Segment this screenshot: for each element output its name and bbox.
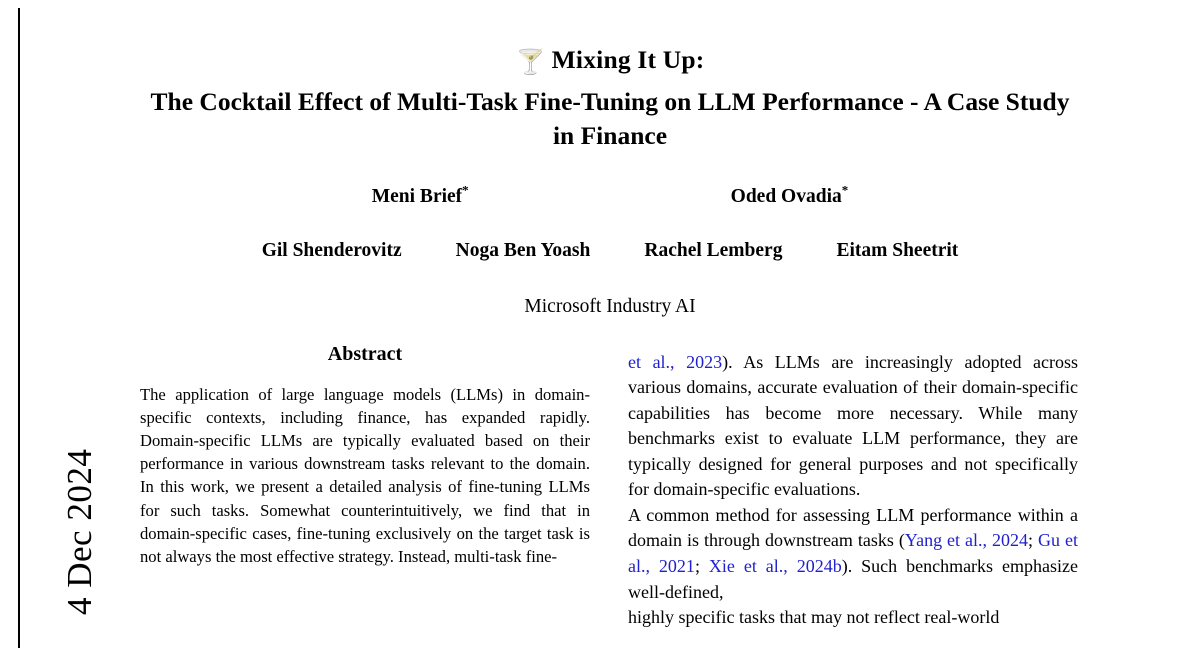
authors-row-2 xyxy=(140,240,1080,262)
left-column xyxy=(140,343,590,631)
author-footnote-mark: * xyxy=(462,182,469,198)
authors-row-1 xyxy=(140,182,1080,208)
right-column xyxy=(628,343,1078,631)
abstract-heading: Abstract xyxy=(327,342,403,365)
intro-paragraph-3-clipped: highly specific tasks that may not reflect real-world xyxy=(628,607,1000,628)
paper-title-line-2: The Cocktail Effect of Multi-Task Fine-Tuning on LLM Performance - A Case Study in Finance xyxy=(150,87,1070,150)
arxiv-stamp-text: 4 Dec 2024 xyxy=(60,448,99,615)
citation-link-xie[interactable]: Xie et al., 2024b xyxy=(708,555,842,576)
intro-paragraph-1 xyxy=(628,350,1078,503)
intro-paragraph-1-text: ). As LLMs are increasingly adopted across various domains, accurate evaluation of their domain-specific capabilities has become more necessary. While many benchmarks exist to evaluate LLM performance, they are typically designed for general purposes and not specifically for domain-specific evaluations. xyxy=(628,351,1078,500)
cocktail-glass-icon: 🍸 xyxy=(515,50,546,76)
author-oded-ovadia xyxy=(730,182,849,208)
author-meni-brief xyxy=(371,182,469,208)
intro-paragraph-2 xyxy=(628,503,1078,605)
author-noga-ben-yoash: Noga Ben Yoash xyxy=(455,239,591,261)
side-rule xyxy=(18,8,20,648)
citation-separator: ; xyxy=(1028,530,1039,551)
author-footnote-mark: * xyxy=(841,182,849,198)
author-gil-shenderovitz: Gil Shenderovitz xyxy=(261,239,402,261)
title-block xyxy=(140,0,1080,153)
intro-paragraph-2-lead: A common method for assessing LLM performance within a domain is through downstream tasks ( xyxy=(628,504,1078,551)
citation-link-yang[interactable]: Yang et al., 2024 xyxy=(904,530,1029,551)
author-name: Oded Ovadia xyxy=(730,185,842,207)
paper-content xyxy=(140,0,1080,631)
abstract-paragraph: The application of large language models (LLMs) in domain-specific contexts, including finance, has expanded rapidly. Domain-specific LLMs are typically evaluated based on their performance in various downstream tasks relevant to the domain. In this work, we present a detailed analysis of fine-tuning LLMs for such tasks. Somewhat counterintuitively, we find that in domain-specific cases, fine-tuning exclusively on the target task is not always the most effective strategy. Instead, multi-task fine- xyxy=(140,384,590,567)
author-rachel-lemberg: Rachel Lemberg xyxy=(644,239,783,261)
intro-paragraph-2-tail: ). Such benchmarks emphasize well-defined, xyxy=(628,555,1078,602)
arxiv-side-stamp xyxy=(0,0,120,648)
citation-link[interactable]: et al., 2023 xyxy=(628,351,723,372)
author-name: Meni Brief xyxy=(371,185,463,207)
citation-link-gu[interactable]: Gu et al., 2021 xyxy=(628,530,1078,576)
title-line-1-text: Mixing It Up: xyxy=(551,45,705,74)
author-eitam-sheetrit: Eitam Sheetrit xyxy=(836,239,959,261)
citation-separator: ; xyxy=(694,555,709,576)
two-column-body xyxy=(140,343,1080,631)
affiliation: Microsoft Industry AI xyxy=(524,295,696,317)
paper-title-line-1 xyxy=(140,44,1080,78)
